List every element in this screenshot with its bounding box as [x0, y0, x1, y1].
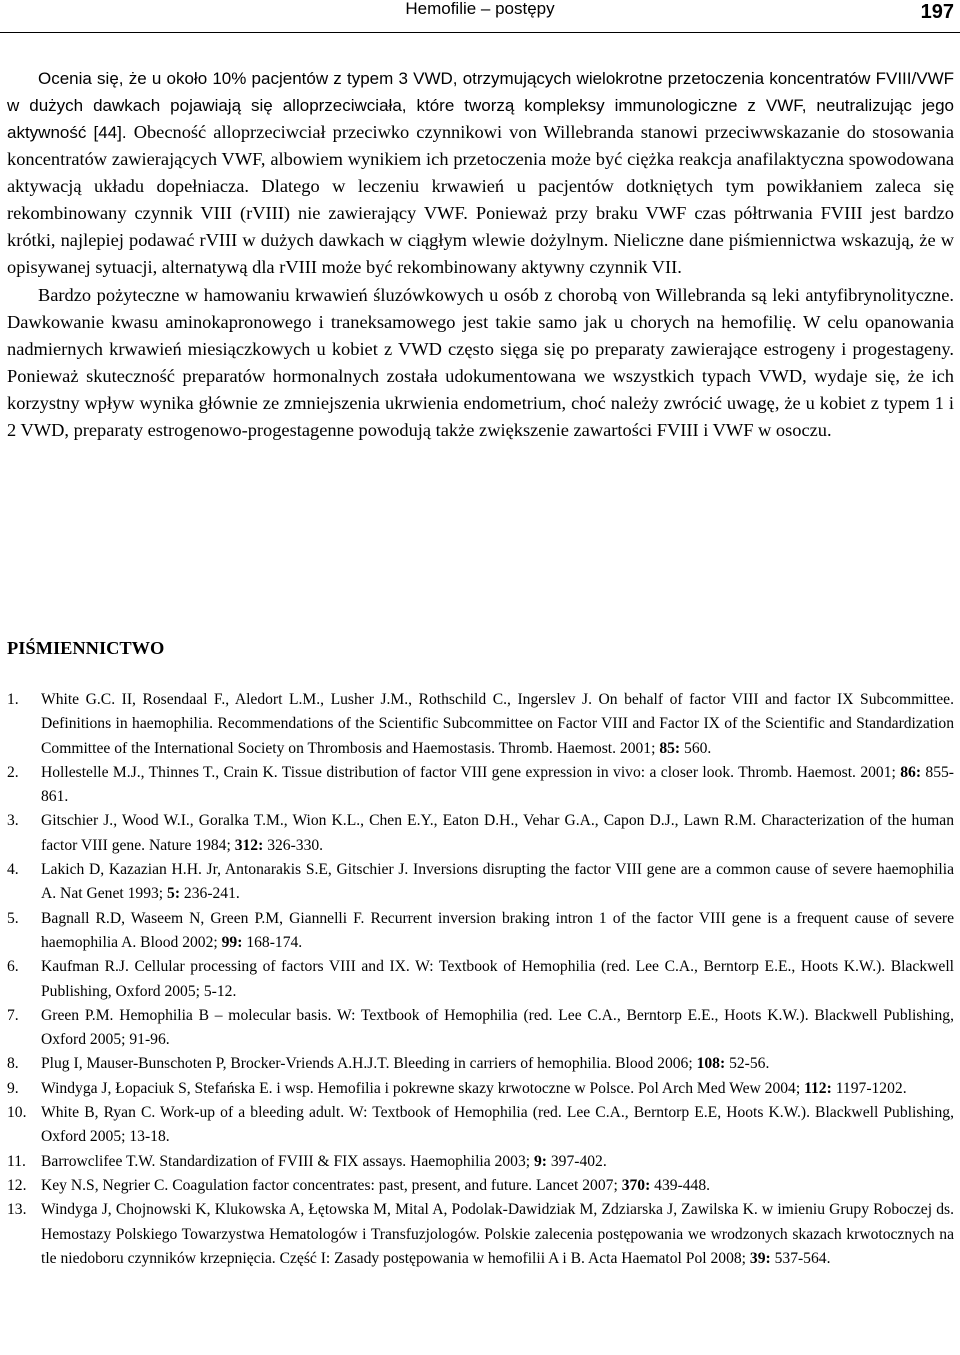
reference-text: Gitschier J., Wood W.I., Goralka T.M., Wion K.L., Chen E.Y., Eaton D.H., Vehar G.A., Capon D.J., Lawn R.M. Characterization of the human factor VIII gene. Nature 1984;	[41, 812, 954, 854]
reference-number: 13.	[7, 1201, 27, 1219]
reference-text: Key N.S, Negrier C. Coagulation factor concentrates: past, present, and future. Lancet 2007;	[41, 1176, 622, 1194]
reference-text: Green P.M. Hemophilia B – molecular basis. W: Textbook of Hemophilia (red. Lee C.A., Berntorp E.E., Hoots K.W.). Blackwell Publishing, Oxford 2005; 91-96.	[41, 1006, 954, 1049]
reference-volume: 99:	[221, 933, 243, 951]
paragraph-1-lead: Ocenia się, że u około 10% pacjentów z typem 3 VWD, otrzymujących wielokrotne przetoczenia koncentratów FVIII/VWF w dużych dawkach pojawiają się alloprzeciwciała, które tworzą kompleksy immunologiczne z VWF, neutralizując jego aktywność [44].	[7, 69, 954, 143]
reference-item	[7, 1198, 954, 1271]
reference-item	[7, 688, 954, 761]
reference-volume: 85:	[659, 739, 681, 757]
reference-volume: 86:	[900, 763, 922, 781]
reference-text: Windyga J, Łopaciuk S, Stefańska E. i wsp. Hemofilia i pokrewne skazy krwotoczne w Polsce. Pol Arch Med Wew 2004;	[41, 1079, 805, 1097]
reference-text: Bagnall R.D, Waseem N, Green P.M, Giannelli F. Recurrent inversion braking intron 1 of the factor VIII gene is a frequent cause of severe haemophilia A. Blood 2002;	[41, 909, 954, 951]
reference-volume: 112:	[804, 1079, 832, 1097]
reference-pages: 326-330.	[263, 836, 324, 854]
reference-volume: 370:	[621, 1176, 651, 1194]
reference-pages: 855-861.	[41, 763, 954, 806]
running-header	[0, 0, 960, 33]
reference-volume: 39:	[749, 1249, 771, 1267]
reference-text: White G.C. II, Rosendaal F., Aledort L.M., Lusher J.M., Rothschild C., Ingerslev J. On behalf of factor VIII and factor IX Subcommittee. Definitions in haemophilia. Recommendations of the Scientific Subcommittee on Factor VIII and Factor IX of the Scientific and Standardization Committee of the International Society on Thrombosis and Haemostasis. Thromb. Haemost. 2001;	[41, 691, 954, 757]
paragraph-1-rest: Obecność alloprzeciwciał przeciwko czynnikowi von Willebranda stanowi przeciwwskazanie do stosowania koncentratów zawierających VWF, albowiem wynikiem ich przetoczenia może być ciężka reakcja anafilaktyczna spowodowana aktywacją układu dopełniacza. Dlatego w leczeniu krwawień u pacjentów dotkniętych tym powikłaniem zaleca się rekombinowany czynnik VIII (rVIII) nie zawierający VWF. Ponieważ przy braku VWF czas półtrwania FVIII jest bardzo krótki, najlepiej podawać rVIII w dużych dawkach w ciągłym wlewie dożylnym. Nieliczne dane piśmiennictwa wskazują, że w opisywanej sytuacji, alternatywą dla rVIII może być rekombinowany aktywny czynnik VII.	[7, 122, 954, 278]
reference-number: 4.	[7, 861, 19, 879]
body-text	[7, 65, 954, 444]
reference-item	[7, 858, 954, 907]
reference-item	[7, 955, 954, 1004]
reference-text: Hollestelle M.J., Thinnes T., Crain K. Tissue distribution of factor VIII gene expression in vivo: a closer look. Thromb. Haemost. 2001;	[41, 763, 901, 781]
reference-number: 3.	[7, 812, 19, 830]
reference-pages: 397-402.	[546, 1152, 607, 1170]
reference-item	[7, 1077, 954, 1101]
reference-number: 11.	[7, 1152, 26, 1170]
reference-pages: 439-448.	[650, 1176, 711, 1194]
reference-volume: 9:	[533, 1152, 547, 1170]
reference-item	[7, 1052, 954, 1076]
reference-volume: 108:	[696, 1055, 726, 1073]
reference-number: 2.	[7, 763, 19, 781]
reference-item	[7, 809, 954, 858]
reference-text: Lakich D, Kazazian H.H. Jr, Antonarakis S.E, Gitschier J. Inversions disrupting the factor VIII gene are a common cause of severe haemophilia A. Nat Genet 1993;	[41, 861, 954, 903]
reference-pages: 1197-1202.	[831, 1079, 907, 1097]
reference-number: 7.	[7, 1006, 19, 1024]
reference-number: 8.	[7, 1055, 19, 1073]
reference-text: Barrowclifee T.W. Standardization of FVIII & FIX assays. Haemophilia 2003;	[41, 1152, 534, 1170]
reference-pages: 537-564.	[770, 1249, 831, 1267]
reference-item	[7, 1101, 954, 1150]
reference-number: 12.	[7, 1176, 27, 1194]
reference-item	[7, 761, 954, 810]
reference-number: 10.	[7, 1104, 27, 1122]
reference-item	[7, 907, 954, 956]
reference-number: 1.	[7, 691, 19, 708]
reference-pages: 168-174.	[242, 933, 303, 951]
reference-text: Windyga J, Chojnowski K, Klukowska A, Łętowska M, Mital A, Podolak-Dawidziak M, Zdziarska J, Zawilska K. w imieniu Grupy Roboczej ds. Hemostazy Polskiego Towarzystwa Hematologów i Transfuzjologów. Polskie zalecenia postępowania we wrodzonych skazach krwotocznych na tle niedoboru czynników krzepnięcia. Część I: Zasady postępowania w hemofilii A i B. Acta Haematol Pol 2008;	[41, 1201, 954, 1267]
reference-volume: 5:	[167, 885, 181, 903]
reference-text: White B, Ryan C. Work-up of a bleeding adult. W: Textbook of Hemophilia (red. Lee C.A., Berntorp E.E, Hoots K.W.). Blackwell Publishing, Oxford 2005; 13-18.	[41, 1104, 954, 1146]
reference-number: 6.	[7, 958, 19, 976]
page-number: 197	[920, 1, 954, 23]
reference-pages: 52-56.	[725, 1055, 770, 1073]
reference-pages: 236-241.	[180, 885, 240, 903]
running-title: Hemofilie – postępy	[405, 0, 555, 18]
reference-list	[7, 688, 954, 1271]
reference-text: Plug I, Mauser-Bunschoten P, Brocker-Vriends A.H.J.T. Bleeding in carriers of hemophilia. Blood 2006;	[41, 1055, 697, 1073]
paragraph-1	[7, 65, 954, 282]
reference-item	[7, 1150, 954, 1174]
reference-item	[7, 1174, 954, 1198]
reference-text: Kaufman R.J. Cellular processing of factors VIII and IX. W: Textbook of Hemophilia (red. Lee C.A., Berntorp E.E., Hoots K.W.). Blackwell Publishing, Oxford 2005; 5-12.	[41, 958, 954, 1000]
reference-item	[7, 1004, 954, 1053]
references-heading: PIŚMIENNICTWO	[7, 638, 165, 658]
reference-pages: 560.	[680, 739, 712, 757]
paragraph-2: Bardzo pożyteczne w hamowaniu krwawień śluzówkowych u osób z chorobą von Willebranda są leki antyfibrynolityczne. Dawkowanie kwasu aminokapronowego i traneksamowego jest takie samo jak u chorych na hemofilię. W celu opanowania nadmiernych krwawień miesiączkowych u kobiet z VWD często sięga się po preparaty zawierające estrogeny i progestageny. Ponieważ skuteczność preparatów hormonalnych została udokumentowana we wszystkich typach VWD, wydaje się, że ich korzystny wpływ wynika głównie ze zmniejszenia ukrwienia endometrium, choć należy zwrócić uwagę, że u kobiet z typem 1 i 2 VWD, preparaty estrogenowo-progestagenne powodują także zwiększenie zawartości FVIII i VWF w osoczu.	[7, 284, 954, 440]
reference-number: 9.	[7, 1079, 19, 1097]
reference-number: 5.	[7, 909, 19, 927]
reference-volume: 312:	[234, 836, 264, 854]
